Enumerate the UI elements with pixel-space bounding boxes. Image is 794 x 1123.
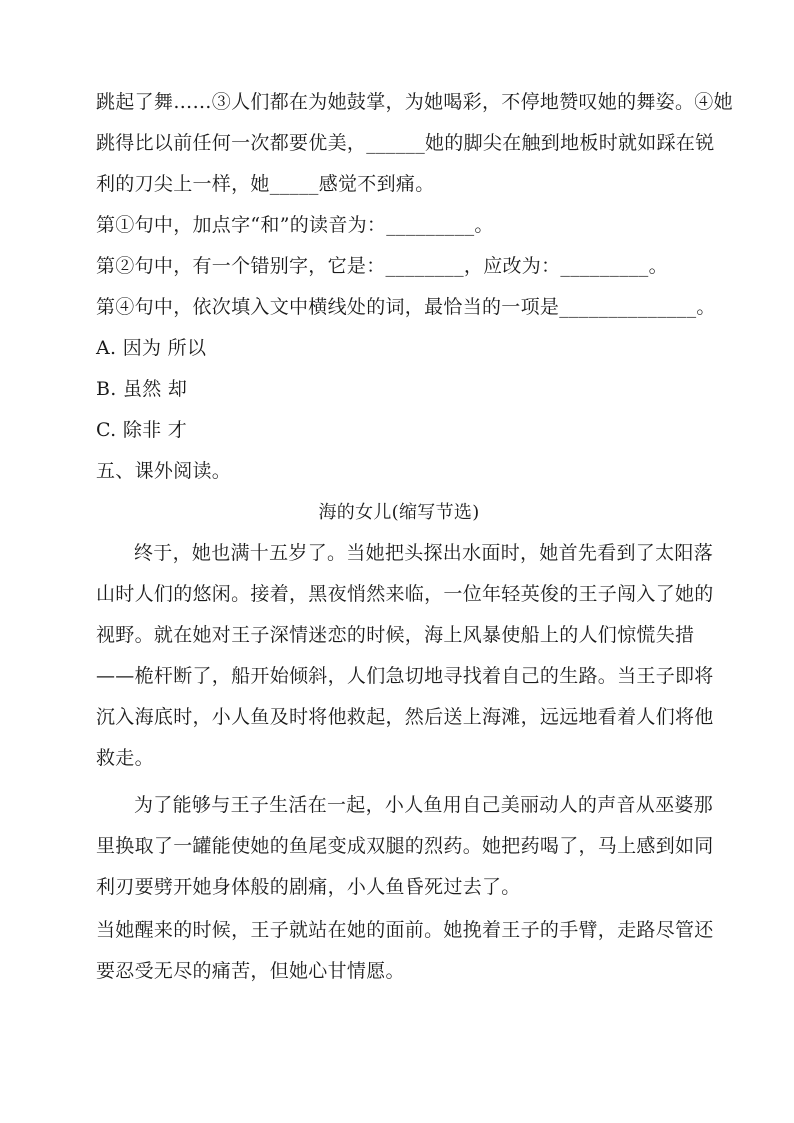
option-c: C. 除非 才 bbox=[96, 419, 188, 441]
passage-line-2: 跳得比以前任何一次都要优美，______她的脚尖在触到地板时就如踩在锐 bbox=[96, 132, 715, 154]
question-1: 第①句中，加点字“和”的读音为：_________。 bbox=[96, 214, 494, 236]
reading-paragraph-3 bbox=[96, 910, 714, 992]
paragraph-3-line-2: 要忍受无尽的痛苦，但她心甘情愿。 bbox=[96, 960, 405, 982]
paragraph-1-line-5: 沉入海底时，小人鱼及时将他救起，然后送上海滩，远远地看着人们将他 bbox=[96, 706, 714, 728]
option-list bbox=[96, 328, 702, 451]
reading-paragraph-2 bbox=[96, 785, 714, 908]
passage-line-3: 利的刀尖上一样，她_____感觉不到痛。 bbox=[96, 173, 435, 195]
paragraph-1-line-2: 山时人们的悠闲。接着，黑夜悄然来临，一位年轻英俊的王子闯入了她的 bbox=[96, 583, 714, 605]
question-2: 第②句中，有一个错别字，它是：________，应改为：_________。 bbox=[96, 255, 668, 277]
paragraph-3-line-1: 当她醒来的时候，王子就站在她的面前。她挽着王子的手臂，走路尽管还 bbox=[96, 919, 714, 941]
paragraph-1-line-6: 救走。 bbox=[96, 747, 154, 769]
passage-continuation bbox=[96, 82, 733, 205]
reading-paragraph-1 bbox=[96, 533, 714, 779]
option-b: B. 虽然 却 bbox=[96, 378, 188, 400]
reading-title: 海的女儿(缩写节选) bbox=[318, 502, 480, 523]
paragraph-2-line-3: 利刃要劈开她身体般的剧痛，小人鱼昏死过去了。 bbox=[96, 876, 521, 898]
paragraph-2-line-2: 里换取了一罐能使她的鱼尾变成双腿的烈药。她把药喝了，马上感到如同 bbox=[96, 835, 714, 857]
question-3: 第④句中，依次填入文中横线处的词，最恰当的一项是______________。 bbox=[96, 296, 716, 318]
option-a: A. 因为 所以 bbox=[96, 337, 207, 359]
passage-line-1: 跳起了舞……③人们都在为她鼓掌，为她喝彩，不停地赞叹她的舞姿。④她 bbox=[96, 91, 733, 113]
question-list bbox=[96, 205, 716, 328]
paragraph-1-line-3: 视野。就在她对王子深情迷恋的时候，海上风暴使船上的人们惊慌失措 bbox=[96, 624, 695, 646]
paragraph-2-line-1: 为了能够与王子生活在一起，小人鱼用自己美丽动人的声音从巫婆那 bbox=[134, 794, 714, 816]
paragraph-1-line-4: ——桅杆断了，船开始倾斜，人们急切地寻找着自己的生路。当王子即将 bbox=[96, 665, 714, 687]
paragraph-1-line-1: 终于，她也满十五岁了。当她把头探出水面时，她首先看到了太阳落 bbox=[134, 542, 714, 564]
section-heading: 五、课外阅读。 bbox=[96, 460, 232, 482]
document-page bbox=[96, 82, 733, 992]
